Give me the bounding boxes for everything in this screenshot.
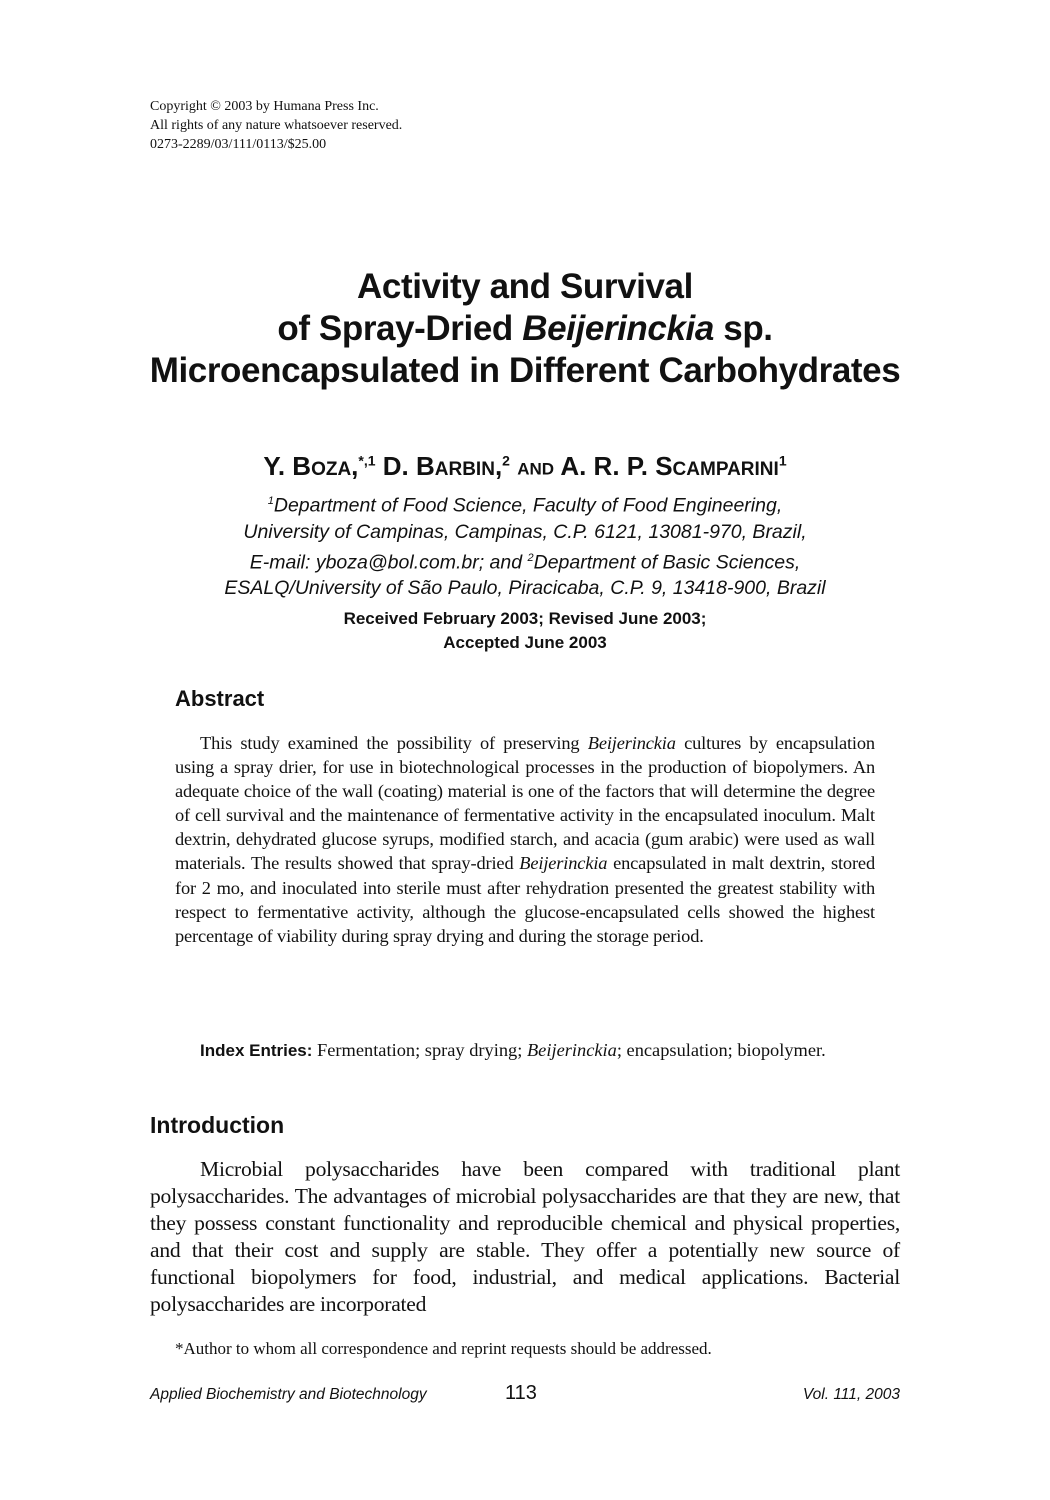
- author-boza: Y. BOZA,$^{*,1}$: [263, 450, 376, 481]
- page-number: 113: [505, 1382, 537, 1404]
- author-2-rest: ARBIN: [434, 458, 495, 480]
- issn-line: 0273-2289/03/111/0113/$25.00: [150, 137, 327, 152]
- author-3-initial: A. R. P. S: [560, 450, 673, 481]
- index-paragraph: [175, 1038, 875, 1064]
- affiliation-line-1: [100, 488, 950, 519]
- author-3-marks: 1: [778, 452, 787, 468]
- submission-dates: [100, 607, 950, 655]
- abstract-paragraph: [175, 731, 875, 948]
- introduction-paragraph: Microbial polysaccharides have been compared with traditional plant polysaccharides. The advantages of microbial polysaccharides are that they are new, that they possess constant functionality and reproducible chemical and physical properties, and that their cost and supply are stable. They offer a potentially new source of functional biopolymers for food, industrial, and medical applications. Bacterial polysaccharides are incorporated: [150, 1157, 900, 1316]
- introduction-body: [150, 1156, 900, 1318]
- affiliation-line-3: [100, 545, 950, 576]
- correspondence-footnote: [150, 1338, 900, 1360]
- affiliation-line-3-text: Department of Basic Sciences,: [533, 551, 801, 573]
- author-conjunction: AND: [517, 459, 555, 479]
- abstract-genus-1: Beijerinckia: [587, 733, 676, 753]
- dates-line-2: Accepted June 2003: [443, 633, 607, 652]
- title-line-2-post: sp.: [713, 309, 773, 348]
- abstract-heading: Abstract: [175, 686, 265, 711]
- affiliations: [100, 488, 950, 601]
- affiliation-line-4: ESALQ/University of São Paulo, Piracicaba, C.P. 9, 13418-900, Brazil: [224, 577, 826, 599]
- index-text-1: Fermentation; spray drying;: [312, 1040, 527, 1060]
- affiliation-2-mark: 2: [527, 551, 534, 564]
- title-line-1: Activity and Survival: [357, 267, 693, 306]
- abstract-text-3: encapsulated in malt dextrin, stored for 2 mo, and inoculated into sterile must after rehydration presented the greatest stability with respect to fermentative activity, although the glucose-encapsulated cells showed the highest percentage of viability during spray drying and during the storage period.: [175, 853, 875, 946]
- abstract-text-1: This study examined the possibility of preserving: [200, 733, 588, 753]
- footer-journal-name: Applied Biochemistry and Biotechnology: [150, 1386, 427, 1403]
- author-3-rest: CAMPARINI: [672, 458, 779, 480]
- title-line-2: [100, 308, 950, 350]
- affiliation-line-1-text: Department of Food Science, Faculty of Food Engineering,: [273, 494, 783, 517]
- dates-line-1: Received February 2003; Revised June 2003;: [343, 609, 707, 628]
- author-1-rest: OZA: [311, 458, 352, 480]
- author-1-initial: Y. B: [263, 450, 312, 481]
- author-1-marks: *,1: [358, 452, 376, 468]
- introduction-heading: Introduction: [150, 1112, 285, 1138]
- title-line-2-pre: of Spray-Dried: [277, 309, 523, 348]
- copyright-line: Copyright © 2003 by Humana Press Inc.: [150, 99, 379, 114]
- article-title: [100, 266, 950, 392]
- copyright-block: [150, 97, 650, 154]
- affiliation-1-mark: 1: [267, 495, 274, 507]
- title-line-3: Microencapsulated in Different Carbohydrates: [149, 351, 901, 390]
- email-text: E-mail: yboza@bol.com.br; and: [249, 551, 528, 573]
- author-2-marks: 2: [502, 452, 510, 468]
- index-text-2: ; encapsulation; biopolymer.: [616, 1040, 826, 1060]
- index-label: Index Entries:: [200, 1041, 313, 1060]
- abstract-body: [175, 731, 875, 948]
- abstract-text-2: cultures by encapsulation using a spray drier, for use in biotechnological processes in the production of biopolymers. An adequate choice of the wall (coating) material is one of the factors that will determine the degree of cell survival and the maintenance of fermentative activity in the encapsulated inoculum. Malt dextrin, dehydrated glucose syrups, modified starch, and acacia (gum arabic) were used as wall materials. The results showed that spray-dried: [175, 733, 875, 874]
- index-entries: [175, 1038, 875, 1064]
- title-genus: Beijerinckia: [522, 309, 714, 348]
- author-2-initial: D. B: [382, 450, 435, 481]
- footer-volume: Vol. 111, 2003: [802, 1386, 900, 1403]
- rights-line: All rights of any nature whatsoever reserved.: [150, 118, 403, 133]
- footnote-text: *Author to whom all correspondence and reprint requests should be addressed.: [175, 1339, 712, 1358]
- abstract-genus-2: Beijerinckia: [519, 853, 608, 874]
- author-list: [100, 443, 950, 487]
- index-genus: Beijerinckia: [526, 1040, 617, 1060]
- affiliation-line-2: University of Campinas, Campinas, C.P. 6121, 13081-970, Brazil,: [243, 520, 807, 543]
- author-barbin: D. BARBIN,$^2$: [382, 450, 510, 481]
- author-scamparini: [560, 451, 786, 481]
